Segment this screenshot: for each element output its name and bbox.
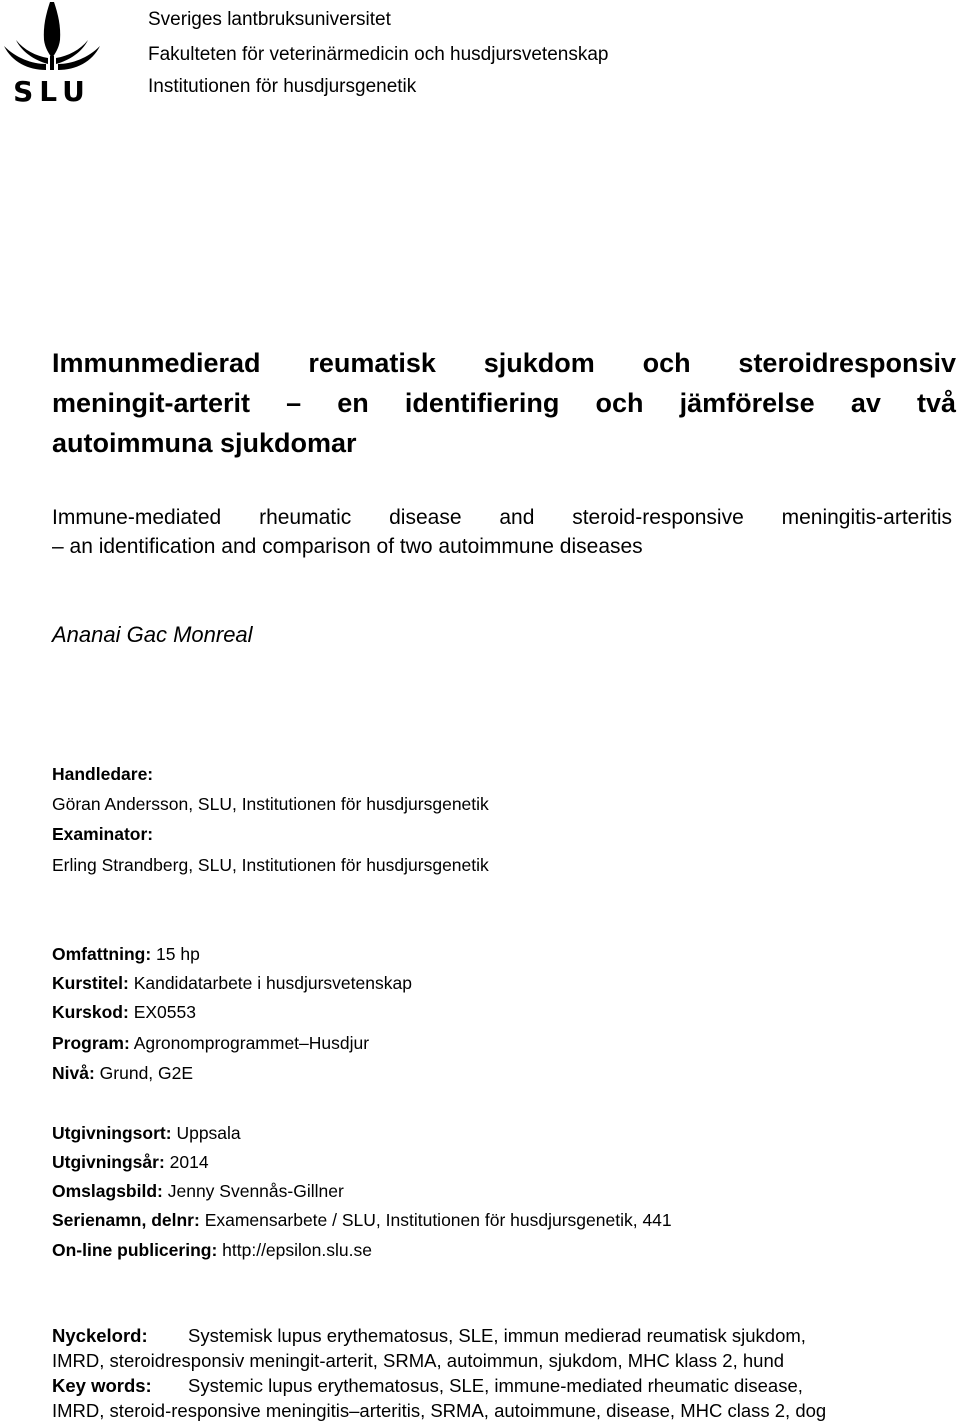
publication-place [52, 1123, 241, 1144]
slu-logo-text: SLU [13, 75, 91, 106]
course-program-label: Program: [52, 1033, 130, 1053]
publication-year-value: 2014 [169, 1152, 209, 1172]
series-name-value: Examensarbete / SLU, Institutionen för husdjursgenetik, 441 [204, 1210, 672, 1230]
series-name-label: Serienamn, delnr: [52, 1210, 200, 1230]
course-program-value: Agronomprogrammet–Husdjur [133, 1033, 370, 1053]
english-keywords-line-2: IMRD, steroid-responsive meningitis–arteritis, SRMA, autoimmune, disease, MHC class 2, dog [52, 1400, 827, 1421]
english-title-line-2: – an identification and comparison of two autoimmune diseases [52, 535, 643, 558]
cover-image-value: Jenny Svennås-Gillner [167, 1181, 344, 1201]
university-name: Sveriges lantbruksuniversitet [148, 9, 391, 30]
course-code [52, 1002, 196, 1023]
course-code-value: EX0553 [133, 1002, 196, 1022]
course-program [52, 1033, 369, 1054]
publication-year [52, 1152, 209, 1173]
cover-image-label: Omslagsbild: [52, 1181, 163, 1201]
faculty-name: Fakulteten för veterinärmedicin och husdjursvetenskap [148, 44, 609, 65]
course-level-value: Grund, G2E [99, 1063, 194, 1083]
swedish-title-line-1: Immunmedierad reumatisk sjukdom och steroidresponsiv [52, 348, 956, 378]
course-title-label: Kurstitel: [52, 973, 129, 993]
course-scope-label: Omfattning: [52, 944, 152, 964]
online-publication-link[interactable]: http://epsilon.slu.se [222, 1240, 372, 1260]
course-title-value: Kandidatarbete i husdjursvetenskap [133, 973, 412, 993]
course-level-label: Nivå: [52, 1063, 95, 1083]
department-name: Institutionen för husdjursgenetik [148, 76, 417, 97]
cover-image-credit [52, 1181, 344, 1202]
course-level [52, 1063, 193, 1084]
course-code-label: Kurskod: [52, 1002, 129, 1022]
slu-logo [0, 0, 104, 106]
swedish-keywords-label: Nyckelord: [52, 1325, 148, 1346]
supervisor-value: Göran Andersson, SLU, Institutionen för husdjursgenetik [52, 794, 489, 814]
swedish-title-line-3: autoimmuna sjukdomar [52, 428, 357, 458]
publication-place-value: Uppsala [176, 1123, 241, 1143]
course-scope [52, 944, 200, 965]
swedish-keywords-text-1: Systemisk lupus erythematosus, SLE, immun medierad reumatisk sjukdom, [188, 1325, 806, 1346]
examiner-label: Examinator: [52, 824, 154, 844]
online-publication [52, 1240, 372, 1261]
swedish-keywords-line-1 [52, 1325, 942, 1347]
publication-place-label: Utgivningsort: [52, 1123, 172, 1143]
publication-year-label: Utgivningsår: [52, 1152, 165, 1172]
examiner-value: Erling Strandberg, SLU, Institutionen för husdjursgenetik [52, 855, 489, 875]
english-keywords-label: Key words: [52, 1375, 152, 1396]
english-title-line-1: Immune-mediated rheumatic disease and steroid-responsive meningitis-arteritis [52, 506, 952, 529]
online-publication-label: On-line publicering: [52, 1240, 218, 1260]
series-name [52, 1210, 672, 1231]
english-keywords-line-1 [52, 1375, 942, 1397]
supervisor-label: Handledare: [52, 764, 154, 784]
author-name: Ananai Gac Monreal [52, 622, 253, 647]
course-scope-value: 15 hp [156, 944, 200, 964]
course-title [52, 973, 412, 994]
swedish-title-line-2: meningit-arterit – en identifiering och jämförelse av två [52, 388, 956, 418]
english-keywords-text-1: Systemic lupus erythematosus, SLE, immune-mediated rheumatic disease, [188, 1375, 803, 1396]
swedish-keywords-line-2: IMRD, steroidresponsiv meningit-arterit, SRMA, autoimmun, sjukdom, MHC klass 2, hund [52, 1350, 785, 1371]
